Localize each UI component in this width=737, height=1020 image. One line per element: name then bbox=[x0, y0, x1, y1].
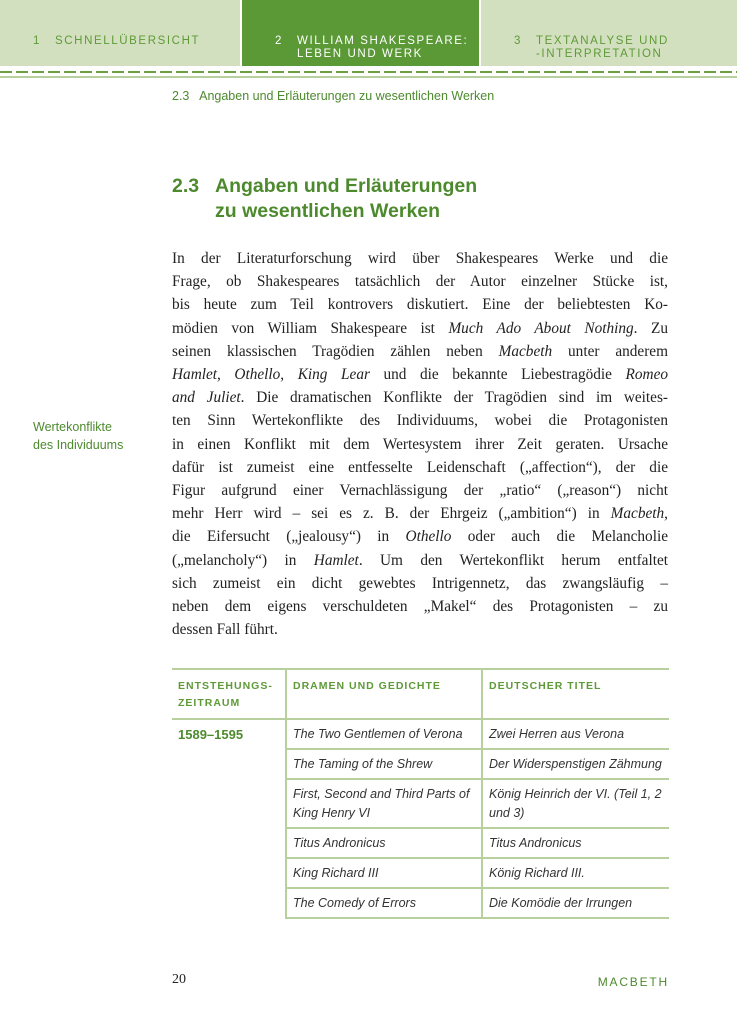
table-body bbox=[172, 719, 669, 918]
work-title-cell: Titus Andronicus bbox=[286, 828, 482, 858]
body-line bbox=[172, 363, 668, 386]
tab-textanalyse[interactable] bbox=[481, 0, 737, 66]
work-title-cell: The Comedy of Errors bbox=[286, 888, 482, 918]
period-cell bbox=[172, 888, 286, 918]
section-title-line2: zu wesentlichen Werken bbox=[215, 200, 441, 222]
body-segment: und die bekannte Liebestragödie bbox=[369, 366, 626, 384]
body-segment: dessen Fall führt. bbox=[172, 621, 278, 639]
body-segment: , bbox=[664, 505, 668, 523]
tab-number: 1 bbox=[33, 35, 41, 47]
body-segment: mödien von William Shakespeare ist bbox=[172, 319, 449, 337]
tab-schnelluebersicht[interactable] bbox=[0, 0, 240, 66]
body-line bbox=[172, 479, 668, 502]
header-dashed-rule bbox=[0, 71, 737, 73]
tab-label-line2: LEBEN UND WERK bbox=[297, 48, 423, 60]
period-cell bbox=[172, 779, 286, 828]
body-segment-italic: Othello bbox=[405, 528, 452, 546]
header-solid-rule bbox=[0, 76, 737, 78]
body-segment: ten Sinn Wertekonflikte des Individuums, wobei die Protagonisten bbox=[172, 412, 668, 430]
table-header-row bbox=[172, 669, 669, 719]
tab-label-line1: WILLIAM SHAKESPEARE: bbox=[297, 35, 469, 47]
work-title-cell: King Richard III bbox=[286, 858, 482, 888]
tab-label: SCHNELLÜBERSICHT bbox=[55, 35, 201, 47]
section-title-line1: Angaben und Erläuterungen bbox=[215, 175, 478, 197]
header-period-line2: ZEITRAUM bbox=[178, 697, 241, 709]
body-segment: Frage, ob Shakespeares tatsächlich der Autor einzelner Stücke ist, bbox=[172, 273, 668, 291]
chapter-tabs bbox=[0, 0, 737, 66]
works-table bbox=[172, 668, 669, 919]
table-row bbox=[172, 858, 669, 888]
section-number: 2.3 bbox=[172, 175, 200, 197]
body-line bbox=[172, 595, 668, 618]
german-title-cell: Der Widerspenstigen Zähmung bbox=[482, 749, 669, 779]
body-segment-italic: Hamlet bbox=[313, 551, 359, 569]
tab-william-shakespeare[interactable] bbox=[242, 0, 479, 66]
body-segment: Figur aufgrund einer Vernachlässigung der „ratio“ („reason“) nicht bbox=[172, 482, 668, 500]
header-german-title: DEUTSCHER TITEL bbox=[482, 669, 669, 719]
header-period-line1: ENTSTEHUNGS- bbox=[178, 680, 273, 692]
body-line bbox=[172, 340, 668, 363]
period-cell bbox=[172, 749, 286, 779]
body-segment-italic: Romeo bbox=[625, 366, 669, 384]
body-segment: oder auch die Melancholie bbox=[451, 528, 668, 546]
body-segment: seinen klassischen Tragödien zählen neben bbox=[172, 342, 499, 360]
body-segment: bis heute zum Teil kontrovers diskutiert. Eine der beliebtesten Ko- bbox=[172, 296, 668, 314]
body-line bbox=[172, 502, 668, 525]
body-segment: („melancholy“) in bbox=[172, 551, 314, 569]
body-line bbox=[172, 549, 668, 572]
body-segment: die Eifersucht („jealousy“) in bbox=[172, 528, 406, 546]
body-segment: . Die dramatischen Konflikte der Tragödien sind im weites- bbox=[240, 389, 668, 407]
body-segment: . Zu bbox=[633, 319, 668, 337]
table-row bbox=[172, 749, 669, 779]
period-cell bbox=[172, 858, 286, 888]
german-title-cell: König Heinrich der VI. (Teil 1, 2 und 3) bbox=[482, 779, 669, 828]
body-segment: sich zumeist ein dicht gewebtes Intrigennetz, das zwangsläufig – bbox=[172, 574, 668, 592]
body-line bbox=[172, 409, 668, 432]
period-cell bbox=[172, 828, 286, 858]
german-title-cell: Titus Andronicus bbox=[482, 828, 669, 858]
body-segment: neben dem eigens verschuldeten „Makel“ des Protagonisten – zu bbox=[172, 598, 668, 616]
margin-note-line2: des Individuums bbox=[33, 438, 124, 452]
tab-label-line1: TEXTANALYSE UND bbox=[536, 35, 669, 47]
german-title-cell: Die Komödie der Irrungen bbox=[482, 888, 669, 918]
body-line bbox=[172, 456, 668, 479]
body-segment-italic: Much Ado About Nothing bbox=[448, 319, 634, 337]
work-title-cell: The Two Gentlemen of Verona bbox=[286, 719, 482, 749]
tab-label bbox=[297, 35, 468, 61]
work-title-cell: The Taming of the Shrew bbox=[286, 749, 482, 779]
margin-note-line1: Wertekonflikte bbox=[33, 420, 112, 434]
body-segment-italic: Macbeth bbox=[498, 342, 553, 360]
table-row bbox=[172, 779, 669, 828]
tab-label-line2: -INTERPRETATION bbox=[536, 48, 663, 60]
work-title-cell: First, Second and Third Parts of King Henry VI bbox=[286, 779, 482, 828]
header-works: DRAMEN UND GEDICHTE bbox=[286, 669, 482, 719]
body-line bbox=[172, 525, 668, 548]
footer-title: MACBETH bbox=[597, 975, 669, 989]
body-segment-italic: and Juliet bbox=[172, 389, 241, 407]
breadcrumb: 2.3 Angaben und Erläuterungen zu wesentlichen Werken bbox=[172, 89, 495, 103]
body-line bbox=[172, 247, 668, 270]
table-row bbox=[172, 828, 669, 858]
body-line bbox=[172, 293, 668, 316]
tab-number: 2 bbox=[275, 35, 283, 47]
margin-note bbox=[33, 418, 158, 454]
german-title-cell: Zwei Herren aus Verona bbox=[482, 719, 669, 749]
body-segment-italic: Macbeth bbox=[610, 505, 665, 523]
body-segment: dafür ist zumeist eine entfesselte Leidenschaft („affection“), der die bbox=[172, 458, 668, 476]
table-row bbox=[172, 719, 669, 749]
table-row bbox=[172, 888, 669, 918]
body-line bbox=[172, 572, 668, 595]
body-segment: mehr Herr wird – sei es z. B. der Ehrgeiz („ambition“) in bbox=[172, 505, 611, 523]
period-cell: 1589–1595 bbox=[178, 727, 244, 742]
page-number: 20 bbox=[172, 972, 186, 987]
header-period bbox=[172, 669, 286, 719]
german-title-cell: König Richard III. bbox=[482, 858, 669, 888]
works-table-wrapper bbox=[172, 668, 669, 919]
body-line bbox=[172, 270, 668, 293]
section-heading bbox=[172, 174, 477, 224]
tab-label bbox=[536, 35, 669, 61]
body-segment: . Um den Wertekonflikt herum entfaltet bbox=[358, 551, 668, 569]
body-segment: In der Literaturforschung wird über Shakespeares Werke und die bbox=[172, 250, 668, 267]
body-segment-italic: Hamlet, Othello, King Lear bbox=[172, 366, 370, 384]
body-segment: unter anderem bbox=[552, 342, 668, 360]
body-line bbox=[172, 618, 668, 641]
body-line bbox=[172, 433, 668, 456]
body-paragraph bbox=[172, 247, 668, 641]
body-line bbox=[172, 317, 668, 340]
body-line bbox=[172, 386, 668, 409]
tab-number: 3 bbox=[514, 35, 522, 47]
body-segment: in einen Konflikt mit dem Wertesystem ihrer Zeit geraten. Ursache bbox=[172, 435, 668, 453]
